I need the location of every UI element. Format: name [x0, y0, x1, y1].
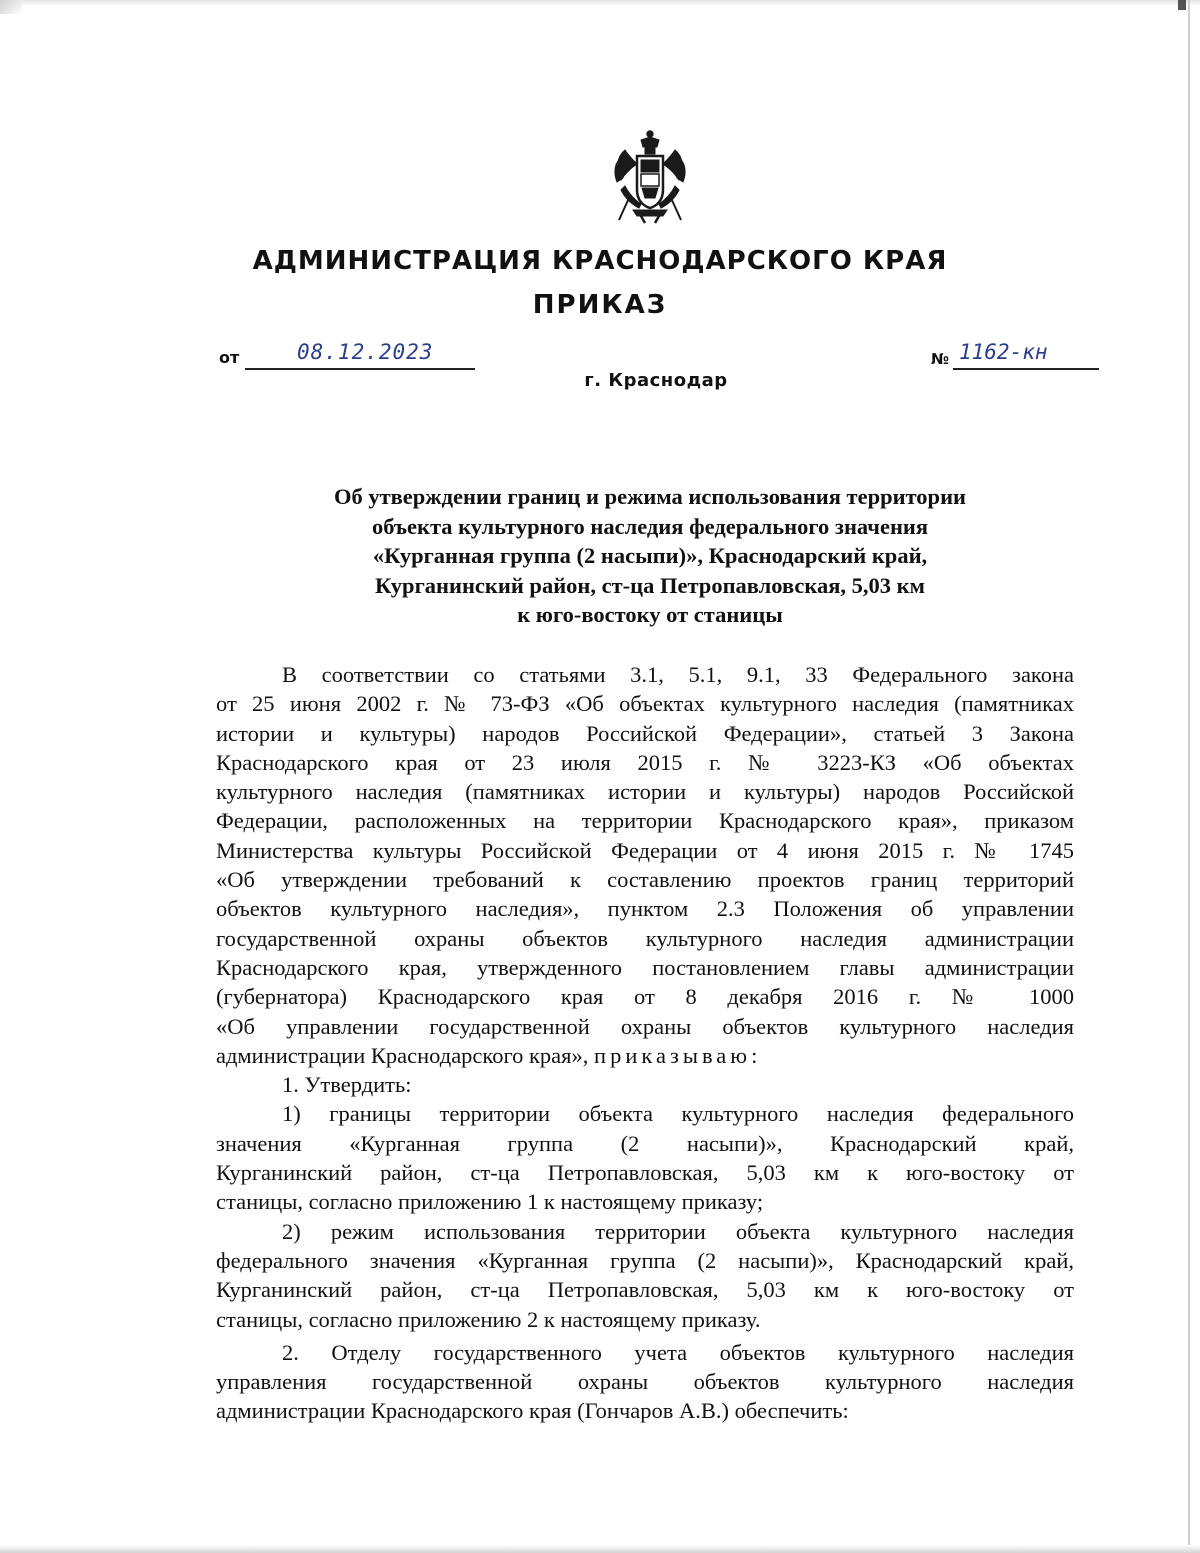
title-line: Курганинский район, ст-ца Петропавловская, 5,03 км [375, 572, 925, 598]
document-body [216, 660, 1074, 1426]
item-1: 1. Утвердить: [282, 1072, 412, 1098]
item-1-1-line: станицы, согласно приложению 1 к настоящему приказу; [216, 1189, 764, 1215]
preamble-line: культурного наследия (памятниках истории и культуры) народов Российской [216, 779, 1074, 805]
document-title [250, 482, 1050, 630]
item-1-1-line: 1) границы территории объекта культурного наследия федерального [282, 1101, 1074, 1127]
scan-edge-bottom [0, 1545, 1200, 1553]
item-2-line: управления государственной охраны объектов культурного наследия [216, 1369, 1074, 1395]
scan-corner-shadow [0, 0, 22, 14]
scan-edge-top [0, 0, 1200, 6]
order-word: приказываю: [594, 1042, 762, 1068]
item-1-2-line: 2) режим использования территории объекта культурного наследия [282, 1218, 1074, 1244]
item-1-2-line: Курганинский район, ст-ца Петропавловская, 5,03 км к юго-востоку от [216, 1277, 1074, 1303]
scan-mark [1178, 0, 1186, 10]
number-handwritten: 1162-кн [959, 340, 1048, 364]
preamble-line: Краснодарского края, утвержденного постановлением главы администрации [216, 954, 1074, 980]
preamble-line: Министерства культуры Российской Федерации от 4 июня 2015 г. № 1745 [216, 837, 1074, 863]
title-line: «Курганная группа (2 насыпи)», Краснодарский край, [372, 543, 928, 568]
preamble-line: В соответствии со статьями 3.1, 5.1, 9.1, 33 Федерального закона [282, 662, 1074, 687]
preamble-line: истории и культуры) народов Российской Федерации», статьей 3 Закона [216, 720, 1074, 746]
preamble-line: государственной охраны объектов культурного наследия администрации [216, 925, 1074, 951]
preamble-end: администрации Краснодарского края», [216, 1042, 589, 1068]
item-2-line: 2. Отделу государственного учета объектов культурного наследия [282, 1339, 1074, 1365]
preamble-line: объектов культурного наследия», пунктом 2.3 Положения об управлении [216, 896, 1074, 922]
preamble-line: от 25 июня 2002 г. № 73-ФЗ «Об объектах культурного наследия (памятниках [216, 691, 1074, 717]
preamble-line: «Об управлении государственной охраны объектов культурного наследия [216, 1013, 1074, 1039]
city: г. Краснодар [584, 370, 728, 391]
item-1-2-line: федерального значения «Курганная группа (2 насыпи)», Краснодарский край, [216, 1247, 1074, 1273]
item-2-line: администрации Краснодарского края (Гончаров А.В.) обеспечить: [216, 1398, 849, 1424]
title-line: объекта культурного наследия федерального значения [371, 513, 929, 539]
preamble-line: Федерации, расположенных на территории Краснодарского края», приказом [216, 808, 1074, 834]
preamble-line: «Об утверждении требований к составлению проектов границ территорий [216, 867, 1074, 893]
item-1-1-line: значения «Курганная группа (2 насыпи)», Краснодарский край, [216, 1130, 1074, 1156]
scan-edge-right [1188, 0, 1190, 1553]
item-1-2-line: станицы, согласно приложению 2 к настоящему приказу. [216, 1306, 761, 1332]
date-prefix: от [219, 348, 240, 367]
preamble-line: Краснодарского края от 23 июля 2015 г. № 3223-КЗ «Об объектах [216, 749, 1074, 775]
number-prefix: № [931, 350, 950, 368]
title-line: Об утверждении границ и режима использования территории [333, 484, 967, 509]
date-handwritten: 08.12.2023 [297, 340, 434, 364]
preamble-line [216, 1041, 1074, 1070]
krasnodar-coat-of-arms-icon [611, 128, 689, 224]
preamble-line: (губернатора) Краснодарского края от 8 декабря 2016 г. № 1000 [216, 984, 1074, 1010]
organization-name: АДМИНИСТРАЦИЯ КРАСНОДАРСКОГО КРАЯ [252, 246, 948, 276]
document-type: ПРИКАЗ [532, 290, 668, 320]
title-line: к юго-востоку от станицы [517, 602, 783, 627]
item-1-1-line: Курганинский район, ст-ца Петропавловская, 5,03 км к юго-востоку от [216, 1160, 1074, 1186]
